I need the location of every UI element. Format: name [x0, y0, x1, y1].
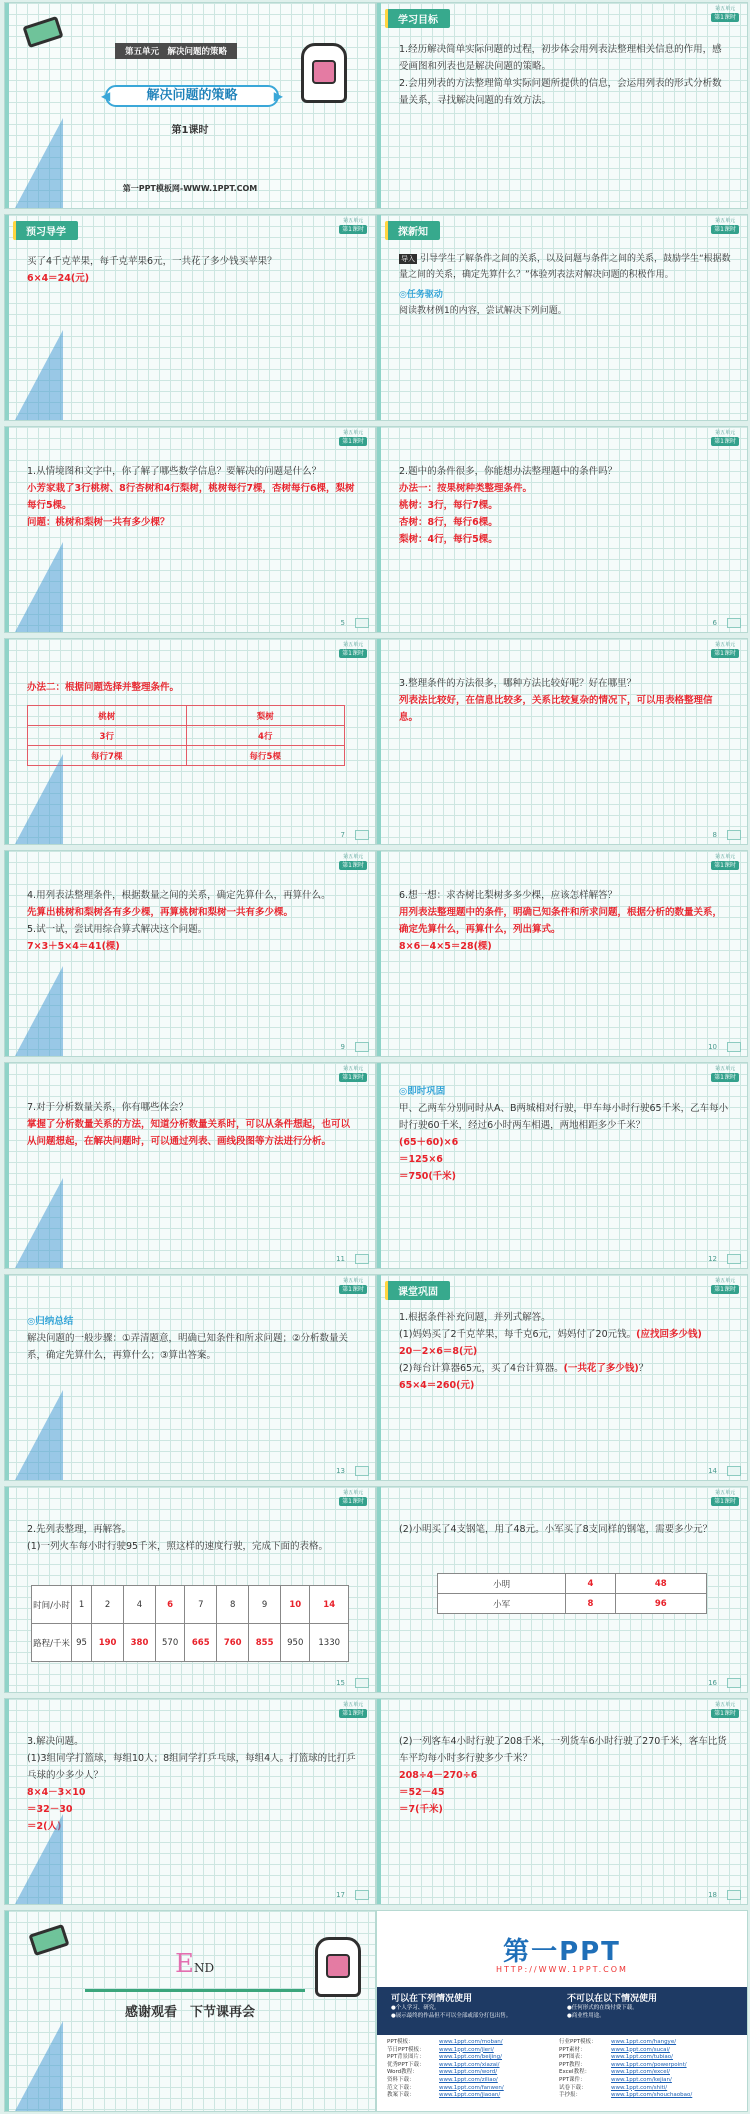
unit-badge: 第五单元 第1课时	[711, 6, 739, 22]
answer-info: 小芳家栽了3行桃树、8行杏树和4行梨树，桃树每行7棵，杏树每行6棵，梨树每行5棵。	[27, 483, 355, 511]
lesson-label: 第1课时	[171, 125, 209, 136]
link-label: PPT教程：	[559, 2061, 586, 2068]
slide-11	[4, 1062, 376, 1269]
table-cell: 每行5棵	[186, 746, 345, 766]
sub-question-1: (1)妈妈买了2千克苹果，每千克6元，妈妈付了20元钱。	[399, 1329, 637, 1340]
sub-question-2: (2)每台计算器65元，买了4台计算器。	[399, 1363, 564, 1374]
link-label: 试卷下载：	[559, 2084, 587, 2091]
fullscreen-icon[interactable]	[727, 1466, 741, 1476]
page-number: 7	[340, 831, 345, 839]
step-1: (65＋60)×6	[399, 1137, 459, 1148]
unit-badge: 第五单元 第1课时	[711, 1490, 739, 1506]
eraser-decoration	[22, 16, 63, 48]
question: 3.解决问题。	[27, 1736, 84, 1747]
table-cell: 7	[185, 1586, 217, 1624]
fullscreen-icon[interactable]	[355, 1466, 369, 1476]
fullscreen-icon[interactable]	[355, 1254, 369, 1264]
slide-6	[376, 426, 748, 633]
question: 3.整理条件的方法很多，哪种方法比较好呢？好在哪里？	[399, 678, 637, 689]
thanks-text: 感谢观看 下节课再会	[124, 2005, 255, 2020]
link[interactable]: www.1ppt.com/ziliao/	[439, 2076, 498, 2083]
link[interactable]: www.1ppt.com/word/	[439, 2069, 498, 2076]
logo-url: HTTP://WWW.1PPT.COM	[496, 1965, 628, 1974]
logo: 第一PPT	[503, 1937, 621, 1967]
forbidden-item: ●商业性用途。	[567, 2013, 605, 2019]
step-2: ＝125×6	[399, 1154, 443, 1165]
slide-title	[4, 2, 376, 209]
chevron-left-icon: ◀	[101, 89, 111, 103]
speed-table	[31, 1585, 349, 1662]
question-4: 4.用列表法整理条件，根据数量之间的关系，确定先算什么，再算什么。	[27, 890, 331, 901]
fill-2: (一共花了多少钱)	[563, 1363, 639, 1374]
unit-badge: 第五单元 第1课时	[339, 642, 367, 658]
unit-badge: 第五单元 第1课时	[339, 854, 367, 870]
section-tag: 课堂巩固	[385, 1281, 450, 1300]
link[interactable]: www.1ppt.com/fanwen/	[439, 2084, 504, 2091]
slide-end	[4, 1910, 376, 2112]
step-3: ＝750(千米)	[399, 1171, 457, 1182]
fullscreen-icon[interactable]	[355, 618, 369, 628]
slide-3	[4, 214, 376, 421]
page-number: 15	[336, 1679, 345, 1687]
answer: 列表法比较好，在信息比较多，关系比较复杂的情况下，可以用表格整理信息。	[399, 695, 713, 723]
end-line	[85, 1989, 305, 1992]
fullscreen-icon[interactable]	[727, 830, 741, 840]
question: 2.先列表整理，再解答。	[27, 1524, 132, 1535]
sub-question: (1)一列火车每小时行驶95千米，照这样的速度行驶，完成下面的表格。	[27, 1541, 329, 1552]
link-label: 行业PPT模板：	[559, 2039, 597, 2045]
table-cell: 190	[92, 1624, 124, 1662]
page-number: 9	[340, 1043, 345, 1051]
page-number: 18	[708, 1891, 717, 1899]
unit-badge: 第五单元 第1课时	[711, 854, 739, 870]
forbidden-title: 不可以在以下情况使用	[567, 1994, 658, 2004]
table-cell: 桃树	[28, 706, 187, 726]
table-cell: 1330	[310, 1624, 349, 1662]
question: (2)小明买了4支钢笔，用了48元。小军买了8支同样的钢笔，需要多少元？	[399, 1524, 713, 1535]
table-cell: 路程/千米	[32, 1624, 72, 1662]
triangle-ruler-decoration	[15, 1809, 70, 1904]
table-cell: 96	[615, 1594, 706, 1614]
slide-12	[376, 1062, 748, 1269]
allowed-item: ●个人学习、研究。	[391, 2005, 440, 2011]
summary-heading: ◎归纳总结	[27, 1316, 74, 1327]
title-banner	[101, 85, 283, 107]
answer-4: 先算出桃树和梨树各有多少棵，再算桃树和梨树一共有多少棵。	[27, 907, 294, 918]
table-cell: 95	[72, 1624, 92, 1662]
unit-label: 第五单元 解决问题的策略	[115, 43, 237, 59]
section-tag: 学习目标	[385, 9, 450, 28]
practice-heading: ◎即时巩固	[399, 1086, 446, 1097]
table-cell: 760	[217, 1624, 249, 1662]
link[interactable]: www.1ppt.com/excel/	[611, 2069, 670, 2076]
link-label: PPT素材：	[559, 2046, 586, 2053]
sub-question: (1)3组同学打篮球，每组10人；8组同学打乒乓球，每组4人。打篮球的比打乒乓球的少多少人？	[27, 1753, 356, 1781]
keyword-badge: 导入	[401, 254, 415, 263]
table-cell: 380	[124, 1624, 156, 1662]
slide-14	[376, 1274, 748, 1481]
slide-9	[4, 850, 376, 1057]
section-tag: 预习导学	[13, 221, 78, 240]
link-label: PPT课件：	[559, 2076, 586, 2083]
page-number: 11	[336, 1255, 345, 1263]
page-number: 16	[708, 1679, 717, 1687]
link-list	[377, 2035, 747, 2111]
unit-badge: 第五单元 第1课时	[711, 642, 739, 658]
link[interactable]: www.1ppt.com/tubiao/	[611, 2054, 673, 2061]
link-label: 优秀PPT下载：	[387, 2061, 425, 2068]
intro-text: 引导学生了解条件之间的关系，以及问题与条件之间的关系，鼓励学生“根据数量之间的关系，确定先算什么？”体验列表法对解决问题的积极作用。	[399, 254, 731, 280]
task-text: 阅读教材例1的内容，尝试解决下列问题。	[399, 306, 567, 316]
table-cell: 4	[566, 1574, 615, 1594]
fullscreen-icon[interactable]	[727, 1254, 741, 1264]
triangle-ruler-decoration	[15, 961, 70, 1056]
triangle-ruler-decoration	[15, 1385, 70, 1480]
link-label: PPT图表：	[559, 2054, 586, 2061]
fullscreen-icon[interactable]	[355, 830, 369, 840]
table-cell: 665	[185, 1624, 217, 1662]
backpack-decoration	[315, 1937, 361, 1997]
fullscreen-icon[interactable]	[355, 1678, 369, 1688]
table-cell: 570	[155, 1624, 184, 1662]
link[interactable]: www.1ppt.com/shouchaobao/	[611, 2092, 693, 2099]
slide-info	[376, 1910, 748, 2112]
unit-badge: 第五单元 第1课时	[711, 430, 739, 446]
peach-line: 桃树：3行，每行7棵。	[399, 500, 498, 511]
summary-text: 解决问题的一般步骤：①弄清题意，明确已知条件和所求问题；②分析数量关系，确定先算什么，再算什么；③算出答案。	[27, 1333, 349, 1361]
answer-problem: 问题：桃树和梨树一共有多少棵？	[27, 517, 170, 528]
table-cell: 6	[155, 1586, 184, 1624]
triangle-ruler-decoration	[15, 537, 70, 632]
fullscreen-icon[interactable]	[727, 1890, 741, 1900]
question: 1.根据条件补充问题，并列式解答。	[399, 1312, 551, 1323]
link-label: PPT背景图片：	[387, 2054, 425, 2061]
answer: 掌握了分析数量关系的方法，知道分析数量关系时，可以从条件想起，也可以从问题想起，在解决问题时，可以通过列表、画线段图等方法进行分析。	[27, 1119, 351, 1147]
backpack-decoration	[301, 43, 347, 103]
slide-15	[4, 1486, 376, 1693]
fullscreen-icon[interactable]	[355, 1042, 369, 1052]
question: 甲、乙两车分别同时从A、B两城相对行驶，甲车每小时行驶65千米，乙车每小时行驶60千米，经过6小时两车相遇，两地相距多少千米？	[399, 1103, 729, 1131]
link[interactable]: www.1ppt.com/sucai/	[611, 2046, 670, 2053]
page-number: 12	[708, 1255, 717, 1263]
link-label: 范文下载：	[387, 2084, 415, 2091]
table-cell: 小军	[438, 1594, 566, 1614]
method-1: 办法一：按果树种类整理条件。	[399, 483, 533, 494]
slide-8	[376, 638, 748, 845]
question-5: 5.试一试，尝试用综合算式解决这个问题。	[27, 924, 208, 935]
answer-2: 65×4＝260(元)	[399, 1380, 475, 1391]
question: (2)一列客车4小时行驶了208千米，一列货车6小时行驶了270千米，客车比货车平均每小时多行驶多少千米？	[399, 1736, 727, 1764]
pen-table	[437, 1573, 707, 1614]
unit-badge: 第五单元 第1课时	[339, 1066, 367, 1082]
info-panel	[377, 1987, 747, 2111]
unit-badge: 第五单元 第1课时	[339, 1490, 367, 1506]
table-cell: 10	[281, 1586, 310, 1624]
page-number: 5	[340, 619, 345, 627]
table-cell: 3行	[28, 726, 187, 746]
slide-10	[376, 850, 748, 1057]
table-cell: 1	[72, 1586, 92, 1624]
slide-7	[4, 638, 376, 845]
page-title: 解决问题的策略	[146, 88, 238, 103]
condition-table	[27, 705, 345, 766]
section-tag: 探新知	[385, 221, 440, 240]
question: 1.从情境图和文字中，你了解了哪些数学信息？要解决的问题是什么？	[27, 466, 322, 477]
unit-badge: 第五单元 第1课时	[711, 1066, 739, 1082]
answer: 用列表法整理题中的条件，明确已知条件和所求问题，根据分析的数量关系，确定先算什么，再算什么，列出算式。	[399, 907, 723, 935]
table-cell: 8	[217, 1586, 249, 1624]
page-number: 6	[712, 619, 717, 627]
page-number: 13	[336, 1467, 345, 1475]
slide-16	[376, 1486, 748, 1693]
table-cell: 4行	[186, 726, 345, 746]
slide-18	[376, 1698, 748, 1905]
goal-1: 1.经历解决简单实际问题的过程，初步体会用列表法整理相关信息的作用，感受画图和列表也是解决问题的策略。	[399, 44, 722, 72]
task-heading: ◎任务驱动	[399, 290, 443, 300]
link-label: 资料下载：	[387, 2076, 415, 2083]
method-2: 办法二：根据问题选择并整理条件。	[27, 682, 180, 693]
question: 7.对于分析数量关系，你有哪些体会？	[27, 1102, 189, 1113]
unit-badge: 第五单元 第1课时	[339, 218, 367, 234]
allowed-item: ●展示最终的作品但不可以全部或部分打包出售。	[391, 2013, 512, 2019]
fill-1: (应找回多少钱)	[636, 1329, 702, 1340]
step-2: ＝32－30	[27, 1804, 73, 1815]
apricot-line: 杏树：8行，每行6棵。	[399, 517, 498, 528]
question-mark: ？	[638, 1363, 649, 1374]
answer-1: 20－2×6＝8(元)	[399, 1346, 478, 1357]
link-label: 教案下载：	[387, 2092, 415, 2099]
link[interactable]: www.1ppt.com/powerpoint/	[611, 2061, 687, 2068]
table-cell: 时间/小时	[32, 1586, 72, 1624]
step-3: ＝2(人)	[27, 1821, 62, 1832]
chevron-right-icon: ▶	[273, 89, 283, 103]
pear-line: 梨树：4行，每行5棵。	[399, 534, 498, 545]
formula: 8×6－4×5＝28(棵)	[399, 941, 492, 952]
fullscreen-icon[interactable]	[355, 1890, 369, 1900]
table-cell: 950	[281, 1624, 310, 1662]
triangle-ruler-decoration	[15, 325, 70, 420]
link[interactable]: www.1ppt.com/jiaoan/	[439, 2092, 501, 2099]
table-cell: 855	[249, 1624, 281, 1662]
eraser-decoration	[28, 1924, 69, 1956]
table-cell: 梨树	[186, 706, 345, 726]
step-1: 208÷4－270÷6	[399, 1770, 478, 1781]
question: 2.题中的条件很多，你能想办法整理题中的条件吗？	[399, 466, 618, 477]
slide-13	[4, 1274, 376, 1481]
step-2: ＝52－45	[399, 1787, 445, 1798]
allowed-title: 可以在下列情况使用	[391, 1994, 473, 2004]
fullscreen-icon[interactable]	[727, 1042, 741, 1052]
link[interactable]: www.1ppt.com/kejian/	[611, 2076, 672, 2083]
question: 6.想一想：求杏树比梨树多多少棵，应该怎样解答？	[399, 890, 618, 901]
table-cell: 每行7棵	[28, 746, 187, 766]
triangle-ruler-decoration	[15, 2016, 70, 2111]
table-cell: 4	[124, 1586, 156, 1624]
fullscreen-icon[interactable]	[727, 1678, 741, 1688]
unit-badge: 第五单元 第1课时	[339, 1702, 367, 1718]
link-label: Word教程：	[387, 2069, 418, 2076]
table-cell: 8	[566, 1594, 615, 1614]
table-cell: 2	[92, 1586, 124, 1624]
link-label: Excel教程：	[559, 2069, 591, 2076]
triangle-ruler-decoration	[15, 749, 70, 844]
table-cell: 小明	[438, 1574, 566, 1594]
link[interactable]: www.1ppt.com/moban/	[439, 2039, 503, 2045]
unit-badge: 第五单元 第1课时	[711, 1702, 739, 1718]
link-label: 手抄报：	[559, 2092, 582, 2099]
unit-badge: 第五单元 第1课时	[711, 1278, 739, 1294]
slide-5	[4, 426, 376, 633]
triangle-ruler-decoration	[15, 1173, 70, 1268]
site-label: 第一PPT模板网-WWW.1PPT.COM	[122, 184, 258, 193]
link-label: PPT模板：	[387, 2039, 414, 2045]
table-cell: 14	[310, 1586, 349, 1624]
link-label: 节日PPT模板：	[387, 2046, 425, 2053]
answer: 6×4＝24(元)	[27, 273, 90, 284]
slide-4	[376, 214, 748, 421]
table-cell: 48	[615, 1574, 706, 1594]
link[interactable]: www.1ppt.com/hangye/	[611, 2039, 677, 2045]
table-cell: 9	[249, 1586, 281, 1624]
unit-badge: 第五单元 第1课时	[339, 1278, 367, 1294]
question: 买了4千克苹果，每千克苹果6元，一共花了多少钱买苹果？	[27, 256, 277, 267]
goal-2: 2.会用列表的方法整理简单实际问题所提供的信息，会运用列表的形式分析数量关系，寻找解决问题的有效方法。	[399, 78, 722, 106]
page-number: 10	[708, 1043, 717, 1051]
forbidden-item: ●任何形式的在线付费下载。	[567, 2005, 638, 2011]
link[interactable]: www.1ppt.com/xiazai/	[439, 2061, 500, 2068]
page-number: 14	[708, 1467, 717, 1475]
link[interactable]: www.1ppt.com/jieri/	[439, 2046, 494, 2053]
slide-2	[376, 2, 748, 209]
unit-badge: 第五单元 第1课时	[711, 218, 739, 234]
unit-badge: 第五单元 第1课时	[339, 430, 367, 446]
page-number: 17	[336, 1891, 345, 1899]
triangle-ruler-decoration	[15, 113, 70, 208]
fullscreen-icon[interactable]	[727, 618, 741, 628]
page-number: 8	[712, 831, 717, 839]
link[interactable]: www.1ppt.com/beijing/	[439, 2054, 503, 2061]
step-3: ＝7(千米)	[399, 1804, 443, 1815]
step-1: 8×4－3×10	[27, 1787, 86, 1798]
link[interactable]: www.1ppt.com/shiti/	[611, 2084, 668, 2091]
end-mark: END	[175, 1949, 215, 1979]
slide-17	[4, 1698, 376, 1905]
answer-5: 7×3＋5×4＝41(棵)	[27, 941, 120, 952]
